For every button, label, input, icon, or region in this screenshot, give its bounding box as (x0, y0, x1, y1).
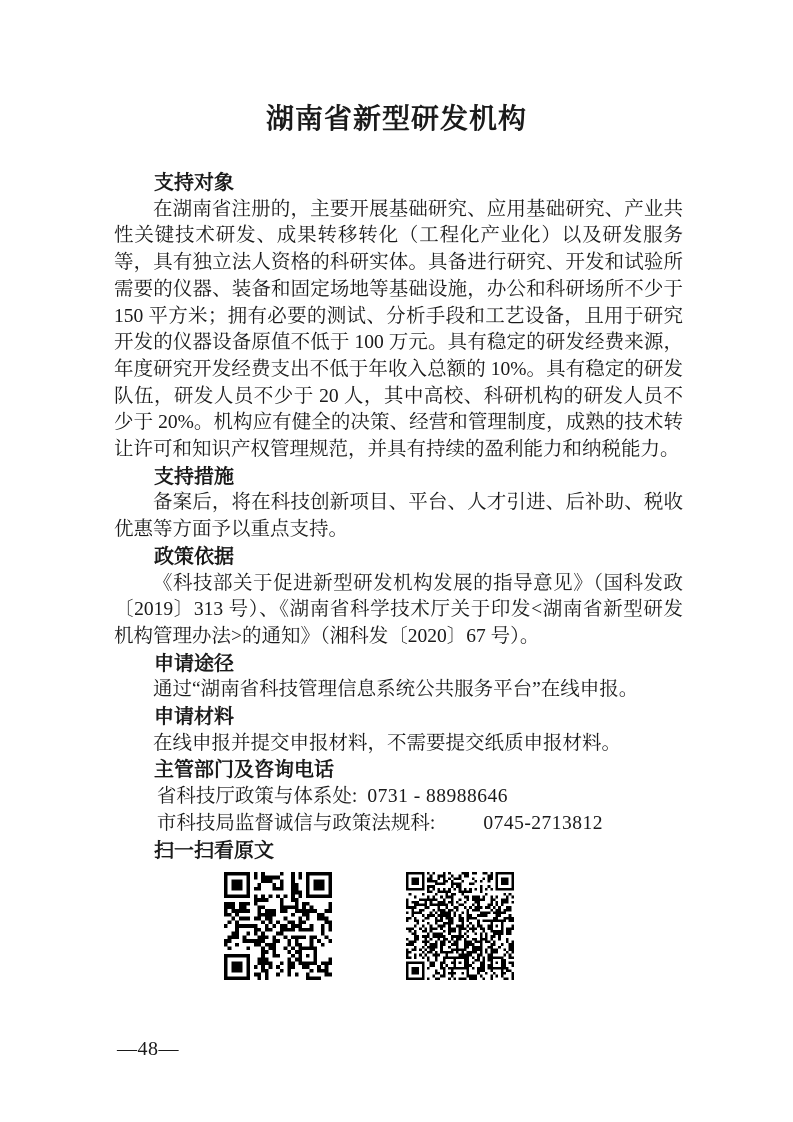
section-support-measures (114, 464, 683, 544)
section-heading: 支持对象 (154, 172, 234, 194)
section-application-channel (114, 651, 683, 704)
contact-row (114, 784, 683, 811)
section-application-materials (114, 704, 683, 757)
section-heading: 扫一扫看原文 (154, 839, 274, 862)
contact-phone: 0731 - 88988646 (367, 786, 509, 808)
body-paragraph: 通过“湖南省科技管理信息系统公共服务平台”在线申报。 (153, 679, 639, 701)
section-heading: 申请途径 (154, 652, 234, 675)
contact-row (114, 811, 683, 838)
document-content (114, 170, 683, 980)
section-policy-basis (114, 544, 683, 651)
section-heading: 支持措施 (154, 465, 234, 488)
contact-label: 市科技局监督诚信与政策法规科: (156, 812, 436, 834)
body-paragraph: 在线申报并提交申报材料，不需要提交纸质申报材料。 (153, 732, 622, 754)
body-paragraph: 备案后，将在科技创新项目、平台、人才引进、后补助、税收优惠等方面予以重点支持。 (114, 492, 683, 541)
body-paragraph: 在湖南省注册的，主要开展基础研究、应用基础研究、产业共性关键技术研发、成果转移转化（工程化产业化）以及研发服务等，具有独立法人资格的科研实体。具备进行研究、开发和试验所需要的仪器、装备和固定场地等基础设施，办公和科研场所不少于 150 平方米；拥有必要的测试、分析手段和工艺设备，且用于研究开发的仪器设备原值不低于 100 万元。具有稳定的研发经费来源，年度研究开发经费支出不低于年收入总额的 10%。具有稳定的研发队伍，研发人员不少于 20 人，其中高校、科研机构的研发人员不少于 20%。机构应有健全的决策、经营和管理制度，成熟的技术转让许可和知识产权管理规范，并具有持续的盈利能力和纳税能力。 (114, 198, 683, 461)
section-support-targets (114, 170, 683, 464)
section-heading: 申请材料 (154, 706, 234, 729)
qr-code-left (224, 872, 332, 980)
section-qr (114, 838, 683, 981)
qr-code-right (406, 872, 514, 980)
body-paragraph: 《科技部关于促进新型研发机构发展的指导意见》（国科发政〔2019〕313 号）、《湖南省科学技术厅关于印发<湖南省新型研发机构管理办法>的通知》（湘科发〔2020〕67 号）。 (114, 572, 683, 647)
section-heading: 政策依据 (154, 545, 234, 568)
page-title: 湖南省新型研发机构 (265, 104, 527, 135)
contact-label: 省科技厅政策与体系处: (156, 786, 358, 808)
qr-row (224, 872, 683, 980)
contact-phone: 0745-2713812 (483, 812, 604, 834)
section-heading: 主管部门及咨询电话 (154, 759, 334, 782)
page-number: —48— (117, 1038, 179, 1060)
section-contact-info (114, 757, 683, 837)
